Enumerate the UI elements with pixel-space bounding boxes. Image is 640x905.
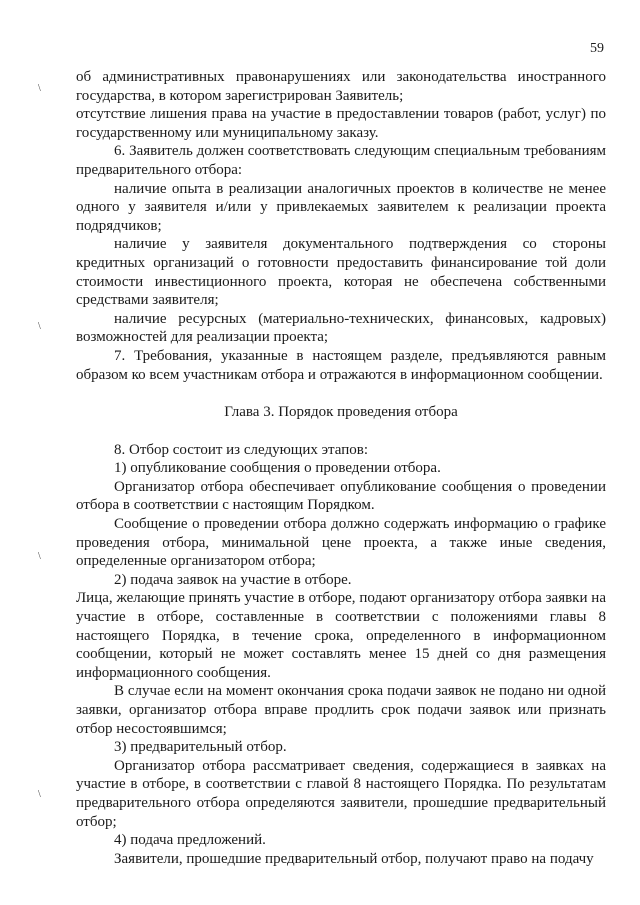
paragraph: 7. Требования, указанные в настоящем разделе, предъявляются равным образом ко всем участникам отбора и отражаются в информационном сообщении. bbox=[76, 347, 606, 383]
document-body bbox=[76, 68, 606, 868]
paragraph: наличие у заявителя документального подтверждения со стороны кредитных организаций о готовности предоставить финансирование той доли стоимости инвестиционного проекта, которая не обеспечена собственными средствами заявителя; bbox=[76, 236, 606, 309]
paragraph: наличие опыта в реализации аналогичных проектов в количестве не менее одного у заявителя и/или у привлекаемых заявителем к реализации проекта подрядчиков; bbox=[76, 180, 606, 234]
margin-mark: \ bbox=[38, 83, 41, 94]
margin-mark: \ bbox=[38, 789, 41, 800]
paragraph: наличие ресурсных (материально-технических, финансовых, кадровых) возможностей для реализации проекта; bbox=[76, 310, 606, 346]
page-number: 59 bbox=[590, 41, 604, 56]
paragraph: Сообщение о проведении отбора должно содержать информацию о графике проведения отбора, минимальной цене проекта, а также иные сведения, определенные организатором отбора; bbox=[76, 516, 606, 570]
paragraph: 3) предварительный отбор. bbox=[114, 739, 287, 756]
margin-mark: \ bbox=[38, 551, 41, 562]
paragraph: В случае если на момент окончания срока подачи заявок не подано ни одной заявки, организатор отбора вправе продлить срок подачи заявок или признать отбор несостоявшимся; bbox=[76, 683, 606, 737]
chapter-heading: Глава 3. Порядок проведения отбора bbox=[224, 404, 458, 421]
paragraph: 6. Заявитель должен соответствовать следующим специальным требованиям предварительного отбора: bbox=[76, 143, 606, 178]
paragraph: 8. Отбор состоит из следующих этапов: bbox=[114, 441, 369, 458]
paragraph: об административных правонарушениях или законодательства иностранного государства, в котором зарегистрирован Заявитель; bbox=[76, 69, 606, 104]
paragraph: Организатор отбора обеспечивает опубликование сообщения о проведении отбора в соответствии с настоящим Порядком. bbox=[76, 478, 606, 514]
margin-mark: \ bbox=[38, 321, 41, 332]
paragraph: Лица, желающие принять участие в отборе, подают организатору отбора заявки на участие в отборе, составленные в соответствии с положениями главы 8 настоящего Порядка, в течение срока, определенного в информационном сообщении, который не может составлять менее 15 дней со дня размещения информационного сообщения. bbox=[76, 590, 606, 681]
paragraph: 4) подача предложений. bbox=[114, 832, 266, 849]
paragraph: отсутствие лишения права на участие в предоставлении товаров (работ, услуг) по государственному или муниципальному заказу. bbox=[76, 106, 606, 141]
paragraph: Организатор отбора рассматривает сведения, содержащиеся в заявках на участие в отборе, в соответствии с главой 8 настоящего Порядка. По результатам предварительного отбора определяются заявители, прошедшие предварительный отбор; bbox=[76, 757, 606, 830]
paragraph: 2) подача заявок на участие в отборе. bbox=[114, 571, 352, 588]
paragraph: 1) опубликование сообщения о проведении отбора. bbox=[114, 460, 441, 477]
paragraph: Заявители, прошедшие предварительный отбор, получают право на подачу bbox=[114, 850, 594, 867]
